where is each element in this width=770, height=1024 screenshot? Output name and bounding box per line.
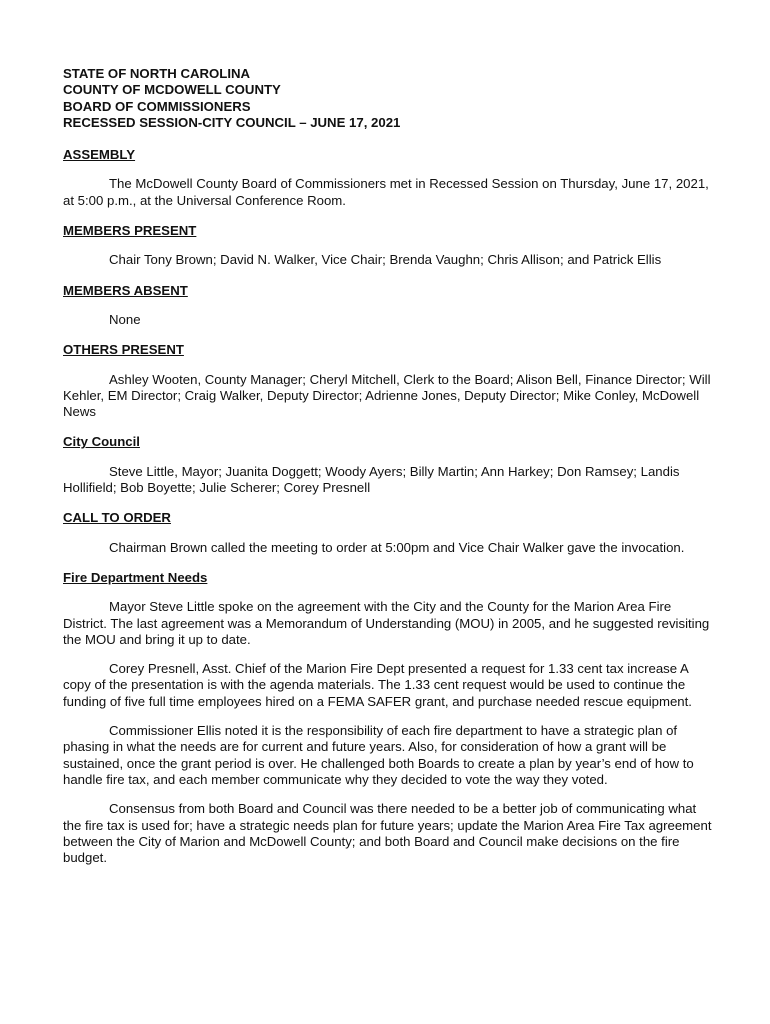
fire-needs-paragraph-4: Consensus from both Board and Council was there needed to be a better job of communicating what the fire tax is used for; have a strategic needs plan for future years; update the Marion Area Fire Tax agreement between the City of Marion and McDowell County; and both Board and Council make decisions on the fire budget. [63, 801, 712, 866]
city-council-paragraph: Steve Little, Mayor; Juanita Doggett; Woody Ayers; Billy Martin; Ann Harkey; Don Ramsey; Landis Hollifield; Bob Boyette; Julie Scherer; Corey Presnell [63, 463, 680, 496]
heading-members-present: MEMBERS PRESENT [63, 223, 197, 239]
fire-needs-paragraph-1: Mayor Steve Little spoke on the agreement with the City and the County for the Marion Area Fire District. The last agreement was a Memorandum of Understanding (MOU) in 2005, and he suggested revisiting the MOU and bring it up to date. [63, 599, 710, 647]
document-page [63, 66, 713, 866]
members-present-paragraph: Chair Tony Brown; David N. Walker, Vice Chair; Brenda Vaughn; Chris Allison; and Patrick Ellis [109, 252, 662, 268]
header-session-title: RECESSED SESSION-CITY COUNCIL – JUNE 17, 2021 [63, 114, 401, 130]
heading-call-to-order: CALL TO ORDER [63, 510, 171, 526]
heading-members-absent: MEMBERS ABSENT [63, 282, 188, 298]
heading-city-council: City Council [63, 434, 140, 450]
members-absent-paragraph: None [109, 311, 141, 327]
assembly-paragraph: The McDowell County Board of Commissioners met in Recessed Session on Thursday, June 17, 2021, at 5:00 p.m., at the Universal Conference Room. [63, 176, 709, 208]
header-county: COUNTY OF MCDOWELL COUNTY [63, 82, 281, 98]
header-state: STATE OF NORTH CAROLINA [63, 66, 251, 81]
heading-others-present: OTHERS PRESENT [63, 342, 184, 358]
fire-needs-paragraph-3: Commissioner Ellis noted it is the responsibility of each fire department to have a strategic plan of phasing in what the needs are for current and future years. Also, for consideration of how a grant will be sustained, once the grant period is over. He challenged both Boards to create a plan by year’s end of how to handle fire tax, and each member communicate why they decided to vote the way they voted. [63, 723, 694, 787]
document-header [63, 66, 713, 131]
heading-assembly: ASSEMBLY [63, 147, 136, 163]
fire-needs-paragraph-2: Corey Presnell, Asst. Chief of the Marion Fire Dept presented a request for 1.33 cent tax increase A copy of the presentation is with the agenda materials. The 1.33 cent request would be used to continue the funding of five full time employees hired on a FEMA SAFER grant, and purchase needed rescue equipment. [63, 661, 692, 709]
call-to-order-paragraph: Chairman Brown called the meeting to order at 5:00pm and Vice Chair Walker gave the invocation. [109, 539, 685, 555]
others-present-paragraph: Ashley Wooten, County Manager; Cheryl Mitchell, Clerk to the Board; Alison Bell, Finance Director; Will Kehler, EM Director; Craig Walker, Deputy Director; Adrienne Jones, Deputy Director; Mike Conley, McDowell News [63, 371, 711, 420]
heading-fire-department-needs: Fire Department Needs [63, 569, 208, 585]
header-board: BOARD OF COMMISSIONERS [63, 98, 251, 114]
